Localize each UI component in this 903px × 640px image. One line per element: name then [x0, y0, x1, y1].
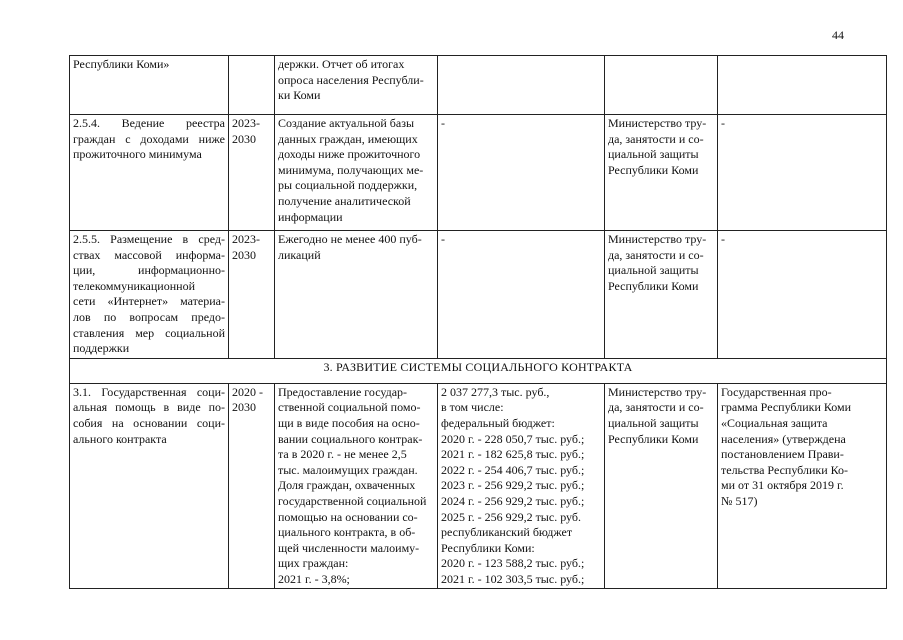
- cell-line: Республики Коми:: [441, 540, 535, 555]
- cell-line: телекоммуникационной: [73, 278, 195, 293]
- cell-line: доходы ниже прожиточного: [278, 147, 421, 162]
- cell-line: 2025 г. - 256 929,2 тыс. руб.: [441, 509, 581, 524]
- cell-line: населения» (утверждена: [721, 431, 846, 446]
- cell-line: 2022 г. - 254 406,7 тыс. руб.;: [441, 462, 585, 477]
- cell-line: держки. Отчет об итогах: [278, 57, 405, 71]
- cell-line: -: [721, 116, 725, 130]
- cell-line: получение аналитической: [278, 193, 411, 208]
- cell-line: щи в виде пособия на осно-: [278, 415, 420, 430]
- cell-line: Государственная про-: [721, 384, 832, 399]
- cell-line: 2.5.4. Ведение реестра: [73, 116, 225, 130]
- measure-cell: [70, 231, 229, 359]
- cell-line: да, занятости и со-: [608, 400, 704, 415]
- cell-line: Республики Коми»: [73, 57, 170, 71]
- cell-line: 2023-: [232, 232, 260, 246]
- cell-line: 2020 -: [232, 384, 263, 399]
- cell-line: в том числе:: [441, 400, 504, 415]
- cell-line: да, занятости и со-: [608, 131, 704, 146]
- table-row: [70, 231, 887, 359]
- cell-line: информации: [278, 209, 343, 224]
- executor-cell: [605, 383, 718, 589]
- basis-cell: [718, 56, 887, 115]
- cell-line: грамма Республики Коми: [721, 400, 852, 415]
- cell-line: Доля граждан, охваченных: [278, 478, 416, 493]
- cell-line: вании социального контрак-: [278, 431, 423, 446]
- cell-line: 2023 г. - 256 929,2 тыс. руб.;: [441, 478, 585, 493]
- cell-line: 2 037 277,3 тыс. руб.,: [441, 384, 550, 399]
- cell-line: Создание актуальной базы: [278, 116, 415, 130]
- cell-line: -: [441, 232, 445, 246]
- cell-line: собия на основании соци-: [73, 415, 225, 430]
- cell-line: поддержки: [73, 341, 130, 356]
- basis-cell: [718, 231, 887, 359]
- cell-line: ки Коми: [278, 88, 321, 103]
- period-cell: [229, 56, 275, 115]
- cell-line: тыс. малоимущих граждан.: [278, 462, 418, 477]
- result-cell: [275, 231, 438, 359]
- basis-cell: [718, 115, 887, 231]
- cell-line: 2023-: [232, 116, 260, 130]
- cell-line: 2020 г. - 228 050,7 тыс. руб.;: [441, 431, 585, 446]
- cell-line: Министерство тру-: [608, 232, 707, 246]
- result-cell: [275, 383, 438, 589]
- cell-line: циального контракта, в об-: [278, 525, 416, 540]
- cell-line: постановлением Прави-: [721, 447, 844, 462]
- finance-cell: [438, 115, 605, 231]
- cell-line: Министерство тру-: [608, 116, 707, 130]
- cell-line: ры социальной поддержки,: [278, 178, 418, 193]
- cell-line: ции, информационно-: [73, 263, 225, 278]
- cell-line: опроса населения Республи-: [278, 72, 424, 87]
- cell-line: 3.1. Государственная соци-: [73, 384, 225, 399]
- cell-line: 2024 г. - 256 929,2 тыс. руб.;: [441, 493, 585, 508]
- cell-line: прожиточного минимума: [73, 147, 202, 162]
- period-cell: [229, 383, 275, 589]
- table-row: [70, 115, 887, 231]
- period-cell: [229, 115, 275, 231]
- cell-line: государственной социальной: [278, 493, 427, 508]
- cell-line: № 517): [721, 493, 758, 508]
- measure-cell: [70, 115, 229, 231]
- period-cell: [229, 231, 275, 359]
- cell-line: минимума, получающих ме-: [278, 162, 424, 177]
- executor-cell: [605, 56, 718, 115]
- measures-table: [69, 55, 887, 589]
- cell-line: Предоставление государ-: [278, 384, 408, 399]
- cell-line: тельства Республики Ко-: [721, 462, 849, 477]
- cell-line: лов по вопросам предо-: [73, 309, 225, 324]
- measure-cell: [70, 56, 229, 115]
- result-cell: [275, 115, 438, 231]
- cell-line: ственной социальной помо-: [278, 400, 421, 415]
- measure-cell: [70, 383, 229, 589]
- cell-line: «Социальная защита: [721, 415, 828, 430]
- cell-line: -: [441, 116, 445, 130]
- cell-line: 2021 г. - 3,8%;: [278, 571, 350, 586]
- cell-line: да, занятости и со-: [608, 247, 704, 262]
- section-row: [70, 358, 887, 383]
- cell-line: 2021 г. - 102 303,5 тыс. руб.;: [441, 571, 585, 586]
- cell-line: 2030: [232, 247, 256, 262]
- cell-line: граждан с доходами ниже: [73, 131, 225, 146]
- cell-line: 2021 г. - 182 625,8 тыс. руб.;: [441, 447, 585, 462]
- cell-line: 2020 г. - 123 588,2 тыс. руб.;: [441, 556, 585, 571]
- finance-cell: [438, 56, 605, 115]
- cell-line: щих граждан:: [278, 556, 349, 571]
- cell-line: республиканский бюджет: [441, 525, 573, 540]
- cell-line: 2030: [232, 400, 256, 415]
- cell-line: Ежегодно не менее 400 пуб-: [278, 232, 422, 246]
- cell-line: Республики Коми: [608, 278, 699, 293]
- cell-line: ликаций: [278, 247, 321, 262]
- cell-line: альная помощь в виде по-: [73, 400, 225, 415]
- executor-cell: [605, 231, 718, 359]
- section-title: 3. РАЗВИТИЕ СИСТЕМЫ СОЦИАЛЬНОГО КОНТРАКТА: [70, 358, 887, 383]
- cell-line: та в 2020 г. - не менее 2,5: [278, 447, 407, 462]
- cell-line: циальной защиты: [608, 147, 699, 162]
- cell-line: Министерство тру-: [608, 384, 707, 399]
- cell-line: сети «Интернет» материа-: [73, 294, 225, 309]
- cell-line: ми от 31 октября 2019 г.: [721, 478, 844, 493]
- cell-line: 2.5.5. Размещение в сред-: [73, 232, 225, 246]
- cell-line: федеральный бюджет:: [441, 415, 555, 430]
- cell-line: ального контракта: [73, 431, 167, 446]
- table-row: [70, 56, 887, 115]
- cell-line: 2030: [232, 131, 256, 146]
- cell-line: данных граждан, имеющих: [278, 131, 418, 146]
- cell-line: Республики Коми: [608, 431, 699, 446]
- basis-cell: [718, 383, 887, 589]
- table-row: [70, 383, 887, 589]
- cell-line: циальной защиты: [608, 263, 699, 278]
- cell-line: циальной защиты: [608, 415, 699, 430]
- page-number: 44: [832, 28, 844, 42]
- cell-line: ствах массовой информа-: [73, 247, 225, 262]
- cell-line: Республики Коми: [608, 162, 699, 177]
- result-cell: [275, 56, 438, 115]
- executor-cell: [605, 115, 718, 231]
- cell-line: щей численности малоиму-: [278, 540, 420, 555]
- cell-line: помощью на основании со-: [278, 509, 418, 524]
- finance-cell: [438, 231, 605, 359]
- cell-line: -: [721, 232, 725, 246]
- cell-line: ставления мер социальной: [73, 325, 225, 340]
- finance-cell: [438, 383, 605, 589]
